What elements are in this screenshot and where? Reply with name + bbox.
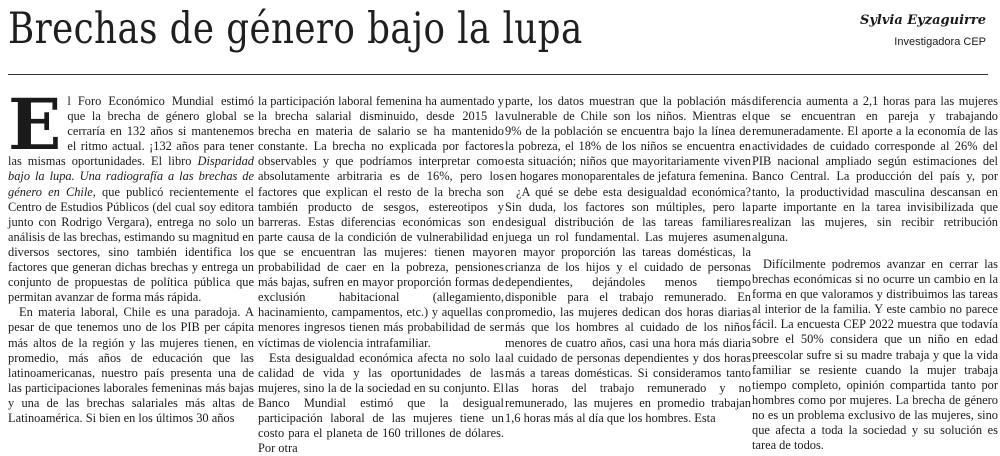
article-column-3 [505,94,751,444]
article-column-2 [258,94,504,456]
drop-cap: E [8,83,62,166]
article-column-4 [752,94,998,453]
paragraph: Difícilmente podremos avanzar en cerrar las brechas económicas si no ocurre un cambio en la forma en que valoramos y distribuimos las tareas al interior de la familia. Y este cambio no parece fácil. La encuesta CEP 2022 muestra que todavía sobre el 50% considera que un niño en edad preescolar sufre si su madre trabaja y que la vida familiar se resiente cuando la mujer trabaja tiempo completo, opinión compartida tanto por hombres como por mujeres. La brecha de género no es un problema exclusivo de las mujeres, sino que afecta a toda la sociedad y su solución es tarea de todos. [752,256,998,453]
paragraph-text: , que publicó recientemente el Centro de Estudios Públicos (del cual soy editora junto con Rodrigo Vergara), entrega no solo un análisis de las brechas, estimando su magnitud en diversos sectores, sino también identifica los factores que generan dichas brechas y entrega un conjunto de propuestas de política pública que permitan avanzar de forma más rápida. [8,184,254,305]
paragraph [8,83,254,305]
paragraph: ¿A qué se debe esta desigualdad económica? Sin duda, los factores son múltiples, pero la desigual distribución de las tareas familiares juega un rol fundamental. Las mujeres asumen en mayor proporción las tareas domésticas, la crianza de los hijos y el cuidado de personas dependientes, dejándoles menos tiempo disponible para el trabajo remunerado. En promedio, las mujeres dedican dos horas diarias más que los hombres al cuidado de los niños menores de cuatro años, casi una hora más diaria al cuidado de personas dependientes y dos horas más a tareas domésticas. Si consideramos tanto las horas del trabajo remunerado y no remunerado, las mujeres en promedio trabajan 1,6 horas más al día que los hombres. Esta [505,184,751,425]
author-block [860,13,986,50]
headline-rule [8,74,988,75]
paragraph: Esta desigualdad económica afecta no solo la calidad de vida y las oportunidades de las mujeres, sino la de la sociedad en su conjunto. El Banco Mundial estimó que la desigual participación laboral de las mujeres tiene un costo para el planeta de 160 trillones de dólares. Por otra [258,350,504,456]
paragraph: diferencia aumenta a 2,1 horas para las mujeres que se encuentran en pareja y trabajando remuneradamente. El aporte a la economía de las actividades de cuidado corresponde al 26% del PIB nacional ampliado según estimaciones del Banco Central. La producción del país y, por tanto, la productividad masculina descansan en parte importante en la tarea invisibilizada que realizan las mujeres, sin recibir retribución alguna. [752,94,998,244]
paragraph: la participación laboral femenina ha aumentado y la brecha salarial disminuido, desde 2015 la brecha en materia de salario se ha mantenido constante. La brecha no explicada por factores observables y que podríamos interpretar como absolutamente arbitraria es de 16%, pero los factores que explican el resto de la brecha son también producto de sesgos, estereotipos y barreras. Estas diferencias económicas son en parte causa de la condición de vulnerabilidad en que se encuentran las mujeres: tienen mayor probabilidad de caer en la pobreza, pensiones más bajas, sufren en mayor proporción formas de exclusión habitacional (allegamiento, hacinamiento, campamentos, etc.) y aquellas con menores ingresos tienen más probabilidad de ser víctimas de violencia intrafamiliar. [258,94,504,350]
book-title: Disparidad bajo la lupa. Una radiografía a las brechas de género en Chile [8,154,254,199]
headline: Brechas de género bajo la lupa [8,4,583,54]
paragraph: parte, los datos muestran que la población más vulnerable de Chile son los niños. Mientras el 9% de la población se encuentra bajo la línea de la pobreza, el 18% de los niños se encuentra en esta situación; niños que mayoritariamente viven en hogares monoparentales de jefatura femenina. [505,94,751,184]
paragraph: En materia laboral, Chile es una paradoja. A pesar de que tenemos uno de los PIB per cápita más altos de la región y las mujeres tienen, en promedio, más años de educación que las latinoamericanas, nuestro país presenta una de las participaciones laborales femeninas más bajas y una de las brechas salariales más altas de Latinoamérica. Si bien en los últimos 30 años [8,305,254,425]
article-column-1 [8,83,254,444]
author-role: Investigadora CEP [894,36,986,48]
author-name: Sylvia Eyzaguirre [859,13,986,28]
paragraph-text: l Foro Económico Mundial estimó que la brecha de género global se cerraría en 132 años si mantenemos el ritmo actual. ¡132 años para tener las mismas oportunidades. El libro [8,94,254,169]
